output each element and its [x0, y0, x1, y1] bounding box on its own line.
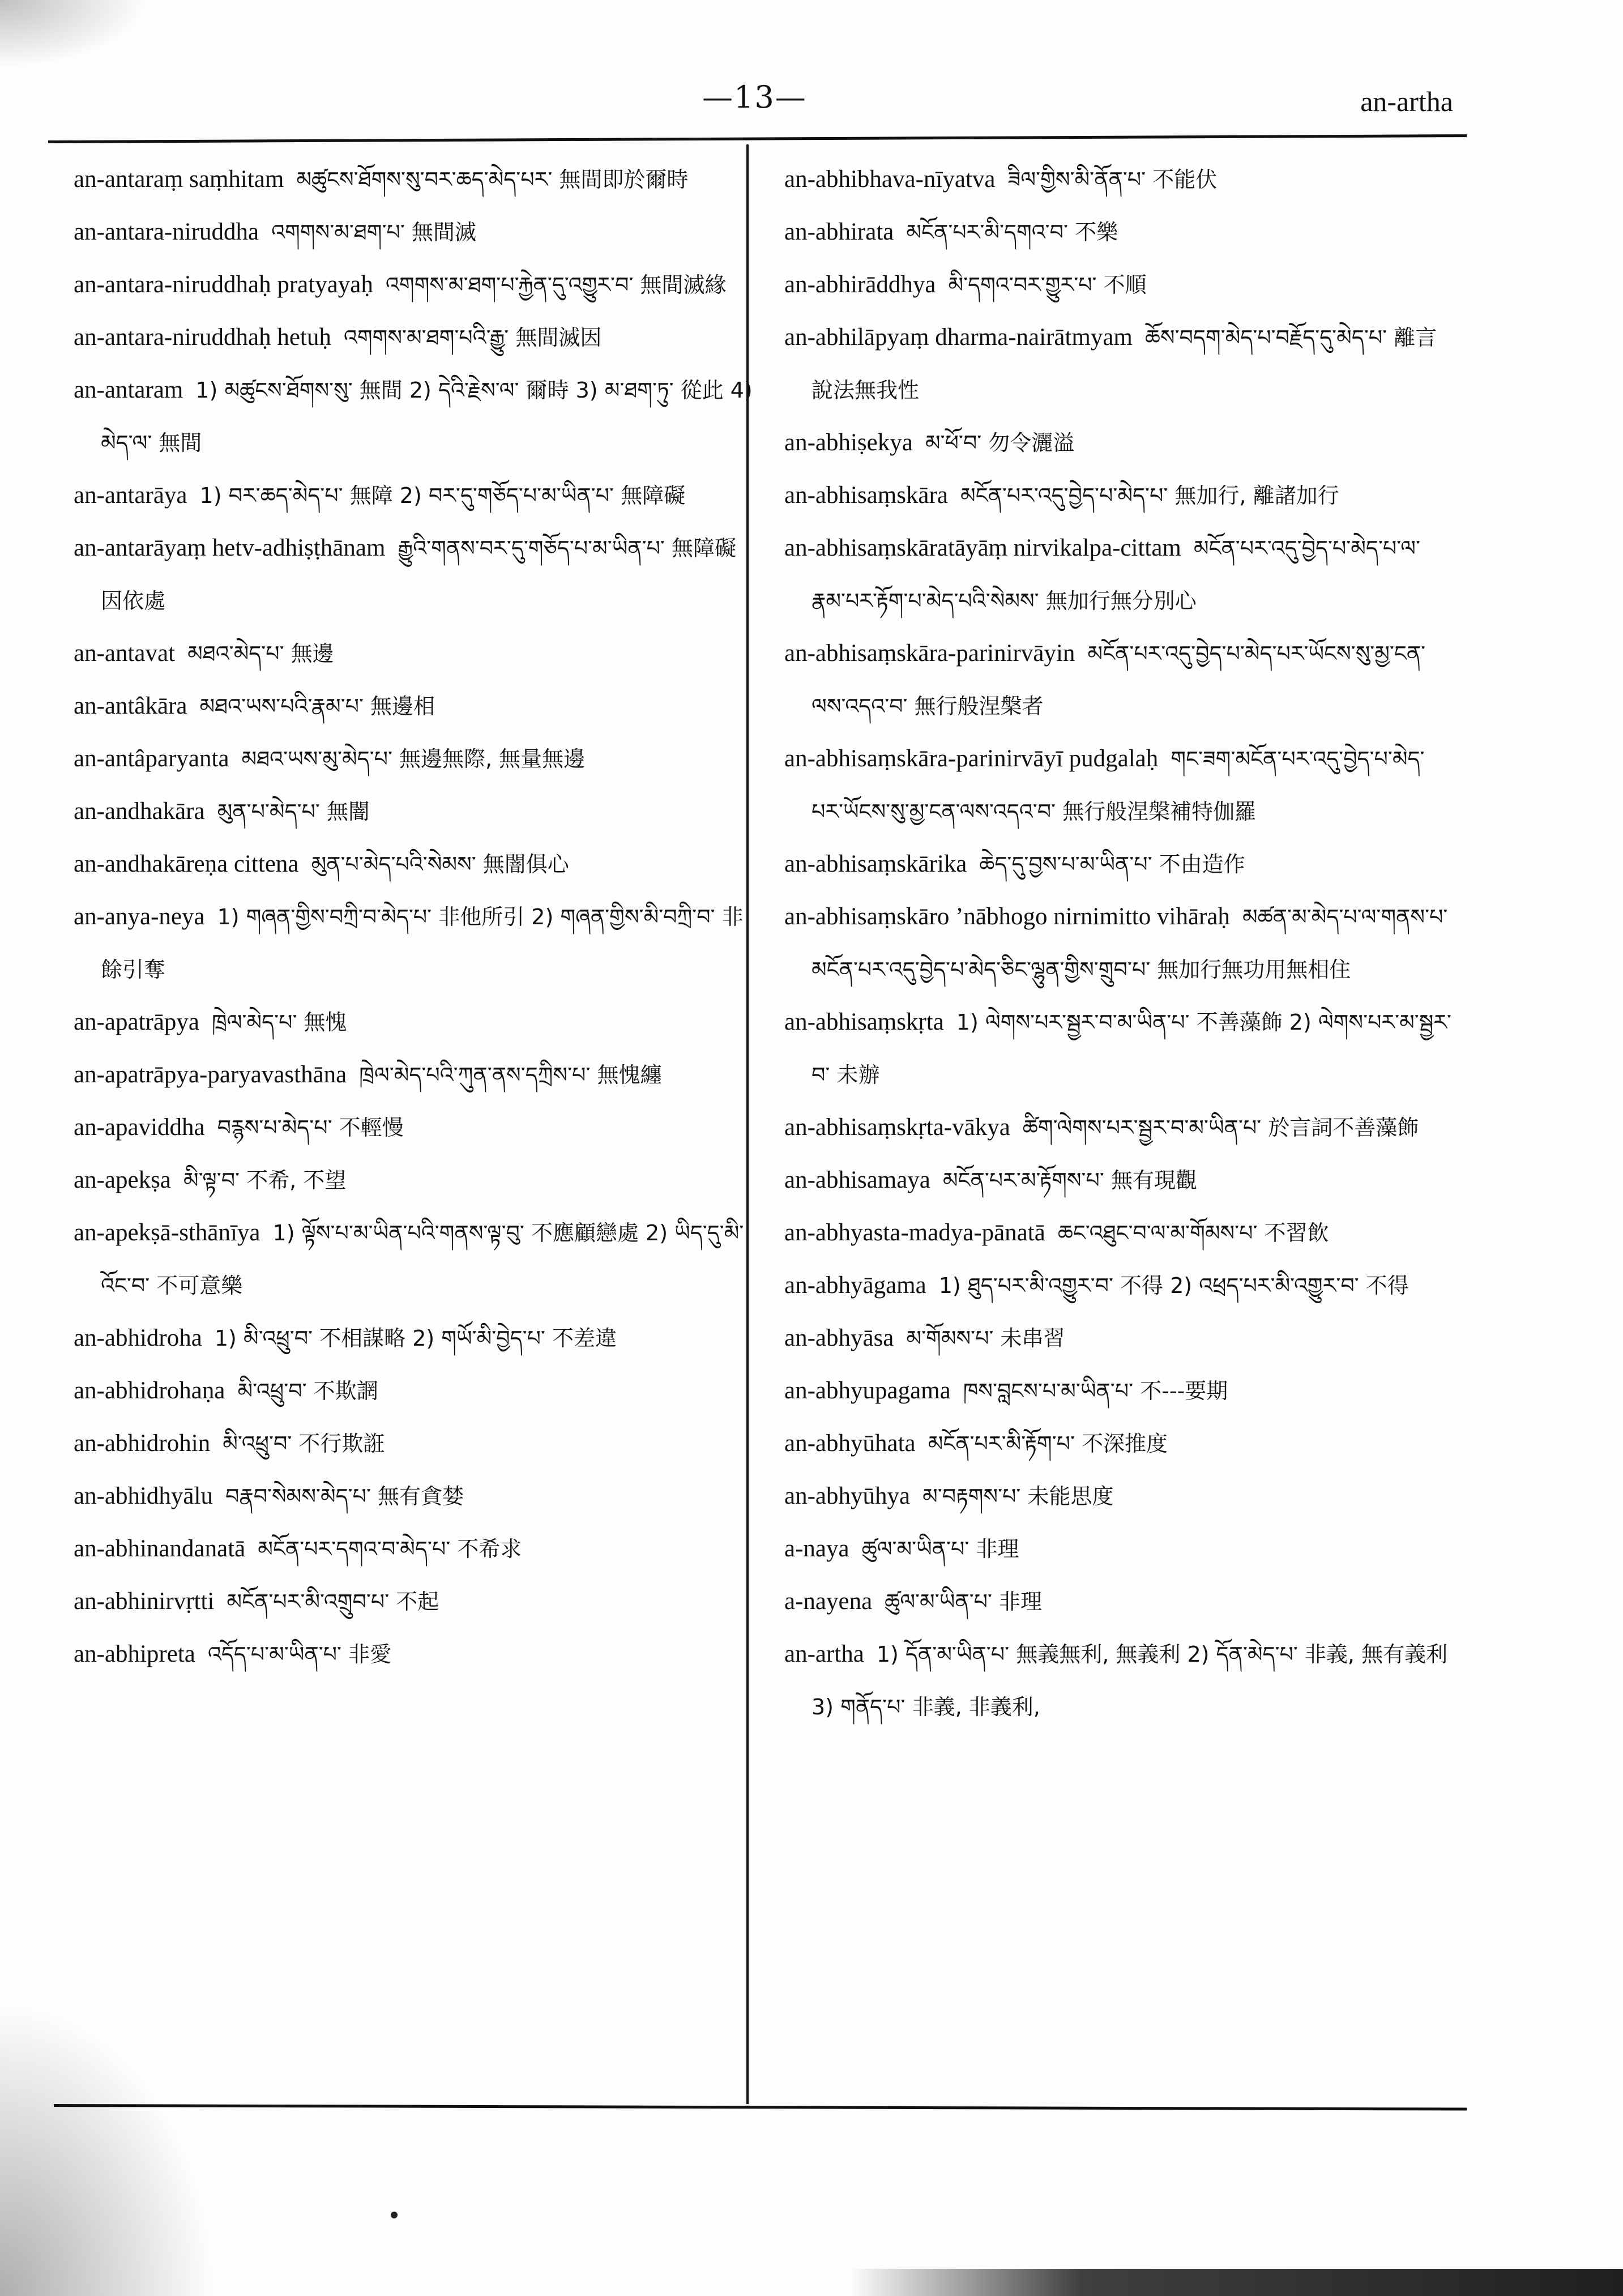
entry-gloss: 1) གཞན་གྱིས་བཀྲི་བ་མེད་པ་ 非他所引 2) གཞན་གྱིས་མི་བཀྲི་བ་ 非餘引奪	[101, 904, 744, 982]
dictionary-entry	[784, 1522, 1453, 1575]
dictionary-entry	[74, 1206, 753, 1312]
entry-headword: an-abhisaṃskāra-parinirvāyī pudgalaḥ	[784, 745, 1159, 772]
right-column	[784, 153, 1453, 1733]
entry-gloss: 1) ལྟོས་པ་མ་ཡིན་པའི་གནས་ལྟ་བུ་ 不應顧戀處 2) ཡིད་དུ་མི་འོང་བ་ 不可意樂	[101, 1220, 744, 1298]
entry-gloss: 1) མི་འཕྲུ་བ་ 不相謀略 2) གཡོ་མི་བྱེད་པ་ 不差違	[214, 1326, 617, 1351]
entry-headword: an-abhidrohin	[74, 1430, 211, 1457]
dictionary-entry	[74, 1470, 753, 1522]
dictionary-entry	[784, 1101, 1453, 1154]
entry-headword: an-antara-niruddha	[74, 219, 259, 245]
dictionary-entry	[74, 1628, 753, 1680]
entry-headword: an-abhisaṃskṛta-vākya	[784, 1114, 1010, 1141]
entry-headword: an-apekṣā-sthānīya	[74, 1219, 260, 1246]
entry-headword: an-abhisaṃskāratāyāṃ nirvikalpa-cittam	[784, 535, 1181, 561]
entry-headword: an-abhinirvṛtti	[74, 1588, 215, 1615]
entry-gloss: གང་ཟག་མངོན་པར་འདུ་བྱེད་པ་མེད་པར་ཡོངས་སུ་མྱ་ངན་ལས་འདའ་བ་ 無行般涅槃補特伽羅	[812, 746, 1425, 824]
entry-headword: an-artha	[784, 1641, 864, 1667]
dictionary-entry	[74, 1101, 753, 1154]
left-column	[74, 153, 753, 1680]
entry-headword: an-abhyāsa	[784, 1325, 894, 1351]
dictionary-entry	[784, 1312, 1453, 1364]
dictionary-entry	[784, 416, 1453, 469]
entry-gloss: མཚན་མ་མེད་པ་ལ་གནས་པ་མངོན་པར་འདུ་བྱེད་པ་མེད་ཅིང་ལྷུན་གྱིས་གྲུབ་པ་ 無加行無功用無相住	[812, 904, 1448, 982]
entry-gloss: མཐའ་ཡས་མུ་མེད་པ་ 無邊無際, 無量無邊	[241, 746, 586, 771]
dictionary-entry	[784, 469, 1453, 522]
dictionary-entry	[74, 890, 753, 996]
entry-gloss: མངོན་པར་མི་རྟོག་པ་ 不深推度	[928, 1431, 1168, 1456]
dictionary-entry	[784, 1364, 1453, 1417]
entry-gloss: མ་ཕོ་བ་ 勿令灑溢	[925, 430, 1075, 455]
entry-gloss: 1) ཐུད་པར་མི་འགྱུར་བ་ 不得 2) འཕྲད་པར་མི་འགྱུར་བ་ 不得	[938, 1273, 1409, 1298]
entry-gloss: མ་གོམས་པ་ 未串習	[906, 1326, 1065, 1351]
entry-headword: an-antarāyaṃ hetv-adhiṣṭhānam	[74, 535, 386, 561]
entry-gloss: མ་བརྟགས་པ་ 未能思度	[922, 1484, 1114, 1509]
entry-headword: an-abhirāddhya	[784, 271, 936, 298]
dictionary-entry	[784, 890, 1453, 996]
entry-gloss: བརྙས་པ་མེད་པ་ 不輕慢	[217, 1115, 404, 1140]
entry-headword: an-anya-neya	[74, 903, 205, 930]
entry-gloss: མངོན་པར་དགའ་བ་མེད་པ་ 不希求	[258, 1537, 522, 1561]
entry-gloss: མངོན་པར་མི་འགྲུབ་པ་ 不起	[227, 1589, 439, 1614]
dictionary-entry	[74, 1048, 753, 1101]
dictionary-entry	[74, 1154, 753, 1206]
dictionary-entry	[784, 838, 1453, 890]
dictionary-entry	[784, 258, 1453, 311]
speck-mark	[391, 2212, 398, 2218]
entry-gloss: མཐའ་ཡས་པའི་རྣམ་པ་ 無邊相	[199, 694, 435, 719]
entry-headword: an-andhakāra	[74, 798, 205, 825]
dictionary-entry	[74, 469, 753, 522]
entry-headword: an-abhiṣekya	[784, 429, 913, 456]
dictionary-entry	[784, 1206, 1453, 1259]
entry-headword: an-abhidrohaṇa	[74, 1377, 225, 1404]
entry-headword: an-abhilāpyaṃ dharma-nairātmyam	[784, 324, 1133, 351]
entry-headword: an-andhakāreṇa cittena	[74, 851, 299, 877]
entry-gloss: མུན་པ་མེད་པ་ 無闇	[217, 799, 370, 824]
scan-shadow-top-left	[0, 0, 147, 68]
entry-gloss: མི་འཕྲུ་བ་ 不欺誷	[237, 1379, 378, 1403]
entry-gloss: མངོན་པར་འདུ་བྱེད་པ་མེད་པར་ཡོངས་སུ་མྱ་ངན་ལས་འདའ་བ་ 無行般涅槃者	[812, 641, 1426, 719]
entry-headword: an-antaraṃ saṃhitam	[74, 166, 284, 193]
entry-gloss: ཚུལ་མ་ཡིན་པ་ 非理	[885, 1589, 1042, 1614]
entry-gloss: འགགས་མ་ཐག་པ་ 無間滅	[271, 220, 476, 245]
dictionary-entry	[784, 1154, 1453, 1206]
dictionary-entry	[74, 838, 753, 890]
entry-headword: an-apekṣa	[74, 1167, 171, 1193]
running-head: an-artha	[1360, 86, 1453, 117]
entry-gloss: ཚིག་ལེགས་པར་སྦྱར་བ་མ་ཡིན་པ་ 於言詞不善藻飾	[1022, 1115, 1419, 1140]
dictionary-entry	[74, 1364, 753, 1417]
entry-gloss: ཁྲེལ་མེད་པའི་ཀུན་ནས་དཀྲིས་པ་ 無愧纏	[359, 1062, 662, 1087]
entry-gloss: ཆང་འཐུང་བ་ལ་མ་གོམས་པ་ 不習飲	[1057, 1220, 1329, 1245]
dictionary-entry	[784, 153, 1453, 206]
dictionary-entry	[74, 153, 753, 206]
dictionary-entry	[74, 1575, 753, 1628]
dictionary-entry	[74, 627, 753, 680]
dictionary-entry	[784, 522, 1453, 627]
entry-gloss: 1) ལེགས་པར་སྦྱར་བ་མ་ཡིན་པ་ 不善藻飾 2) ལེགས་པར་མ་སྦྱར་བ་ 未辦	[812, 1010, 1452, 1087]
entry-gloss: མཐའ་མེད་པ་ 無邊	[187, 641, 334, 666]
dictionary-entry	[74, 732, 753, 785]
entry-headword: an-abhisaṃskārika	[784, 851, 967, 877]
entry-gloss: མཚུངས་ཐོགས་སུ་བར་ཆད་མེད་པར་ 無間即於爾時	[296, 167, 689, 192]
entry-gloss: 1) བར་ཆད་མེད་པ་ 無障 2) བར་དུ་གཅོད་པ་མ་ཡིན་པ་ 無障礙	[199, 483, 686, 508]
entry-gloss: མངོན་པར་མི་དགའ་བ་ 不樂	[906, 220, 1118, 245]
dictionary-entry	[74, 206, 753, 258]
entry-gloss: མི་དགའ་བར་གྱུར་པ་ 不順	[948, 272, 1147, 297]
dictionary-entry	[784, 1628, 1453, 1733]
dictionary-entry	[74, 680, 753, 732]
page-number: —13—	[702, 79, 807, 115]
entry-gloss: ཆོས་བདག་མེད་པ་བརྗོད་དུ་མེད་པ་ 離言說法無我性	[812, 325, 1437, 403]
dictionary-entry	[784, 311, 1453, 416]
entry-headword: an-antara-niruddhaḥ pratyayaḥ	[74, 271, 373, 298]
dictionary-entry	[74, 522, 753, 627]
top-rule	[48, 134, 1467, 143]
entry-gloss: མངོན་པར་འདུ་བྱེད་པ་མེད་པ་ལ་རྣམ་པར་རྟོག་པ་མེད་པའི་སེམས་ 無加行無分別心	[812, 536, 1420, 613]
entry-headword: an-antarāya	[74, 482, 187, 509]
entry-gloss: ཆེད་དུ་བྱས་པ་མ་ཡིན་པ་ 不由造作	[979, 852, 1245, 877]
entry-headword: an-antâparyanta	[74, 745, 229, 772]
entry-headword: an-abhisamaya	[784, 1167, 930, 1193]
dictionary-entry	[784, 996, 1453, 1101]
entry-headword: an-abhisaṃskāra	[784, 482, 948, 509]
dictionary-entry	[784, 732, 1453, 838]
dictionary-entry	[74, 1312, 753, 1364]
entry-gloss: རྒྱུའི་གནས་བར་དུ་གཅོད་པ་མ་ཡིན་པ་ 無障礙因依處	[101, 536, 736, 613]
entry-gloss: མི་ལྟ་བ་ 不希, 不望	[183, 1168, 347, 1193]
entry-headword: an-abhisaṃskāro ’nābhogo nirnimitto vihāraḥ	[784, 903, 1230, 930]
entry-headword: an-abhisaṃskāra-parinirvāyin	[784, 640, 1075, 667]
entry-headword: an-abhyāgama	[784, 1272, 926, 1299]
entry-headword: an-antâkāra	[74, 693, 187, 719]
dictionary-entry	[74, 311, 753, 364]
entry-gloss: མངོན་པར་མ་རྟོགས་པ་ 無有現觀	[942, 1168, 1197, 1193]
entry-headword: a-naya	[784, 1535, 849, 1562]
entry-gloss: བརྣབ་སེམས་མེད་པ་ 無有貪婪	[225, 1484, 464, 1509]
entry-gloss: འགགས་མ་ཐག་པའི་རྒྱུ་ 無間滅因	[343, 325, 602, 350]
dictionary-entry	[74, 364, 753, 469]
entry-headword: an-apaviddha	[74, 1114, 205, 1141]
entry-headword: an-abhidhyālu	[74, 1483, 213, 1509]
entry-gloss: མངོན་པར་འདུ་བྱེད་པ་མེད་པ་ 無加行, 離諸加行	[960, 483, 1339, 508]
entry-headword: a-nayena	[784, 1588, 873, 1615]
entry-headword: an-antaram	[74, 377, 183, 403]
scan-edge-bottom	[849, 2269, 1623, 2296]
dictionary-entry	[784, 1575, 1453, 1628]
dictionary-entry	[784, 206, 1453, 258]
dictionary-entry	[74, 996, 753, 1048]
entry-gloss: འགགས་མ་ཐག་པ་རྐྱེན་དུ་འགྱུར་བ་ 無間滅緣	[385, 272, 727, 297]
entry-headword: an-abhisaṃskṛta	[784, 1009, 944, 1035]
entry-headword: an-abhipreta	[74, 1641, 195, 1667]
entry-headword: an-abhyūhata	[784, 1430, 916, 1457]
dictionary-entry	[784, 1470, 1453, 1522]
entry-headword: an-antara-niruddhaḥ hetuḥ	[74, 324, 331, 351]
entry-gloss: 1) དོན་མ་ཡིན་པ་ 無義無利, 無義利 2) དོན་མེད་པ་ 非義, 無有義利 3) གནོད་པ་ 非義, 非義利,	[812, 1642, 1448, 1719]
dictionary-entry	[784, 1259, 1453, 1312]
entry-headword: an-abhyūhya	[784, 1483, 911, 1509]
entry-gloss: འདོད་པ་མ་ཡིན་པ་ 非愛	[207, 1642, 392, 1667]
entry-gloss: མི་འཕྲུ་བ་ 不行欺誑	[223, 1431, 385, 1456]
entry-headword: an-abhirata	[784, 219, 894, 245]
dictionary-entry	[74, 785, 753, 838]
entry-headword: an-abhyupagama	[784, 1377, 951, 1404]
entry-gloss: ཚུལ་མ་ཡིན་པ་ 非理	[861, 1537, 1019, 1561]
dictionary-entry	[74, 1417, 753, 1470]
entry-headword: an-abhidroha	[74, 1325, 202, 1351]
scan-shadow-bottom-left	[0, 2001, 215, 2296]
entry-headword: an-apatrāpya	[74, 1009, 200, 1035]
entry-gloss: ཁྲེལ་མེད་པ་ 無愧	[212, 1010, 347, 1035]
entry-gloss: 1) མཚུངས་ཐོགས་སུ་ 無間 2) དེའི་རྗེས་ལ་ 爾時 3) མ་ཐག་ཏུ་ 從此 4) མེད་ལ་ 無間	[101, 378, 753, 455]
dictionary-entry	[74, 258, 753, 311]
entry-headword: an-abhibhava-nīyatva	[784, 166, 996, 193]
entry-headword: an-abhyasta-madya-pānatā	[784, 1219, 1045, 1246]
entry-headword: an-apatrāpya-paryavasthāna	[74, 1061, 347, 1088]
entry-headword: an-antavat	[74, 640, 176, 667]
entry-gloss: ཟིལ་གྱིས་མི་ནོན་པ་ 不能伏	[1007, 167, 1218, 192]
entry-headword: an-abhinandanatā	[74, 1535, 246, 1562]
entry-gloss: མུན་པ་མེད་པའི་སེམས་ 無闇俱心	[311, 852, 569, 877]
dictionary-entry	[74, 1522, 753, 1575]
entry-gloss: ཁས་བླངས་པ་མ་ཡིན་པ་ 不---要期	[963, 1379, 1228, 1403]
bottom-rule	[54, 2104, 1467, 2111]
dictionary-entry	[784, 627, 1453, 732]
dictionary-entry	[784, 1417, 1453, 1470]
